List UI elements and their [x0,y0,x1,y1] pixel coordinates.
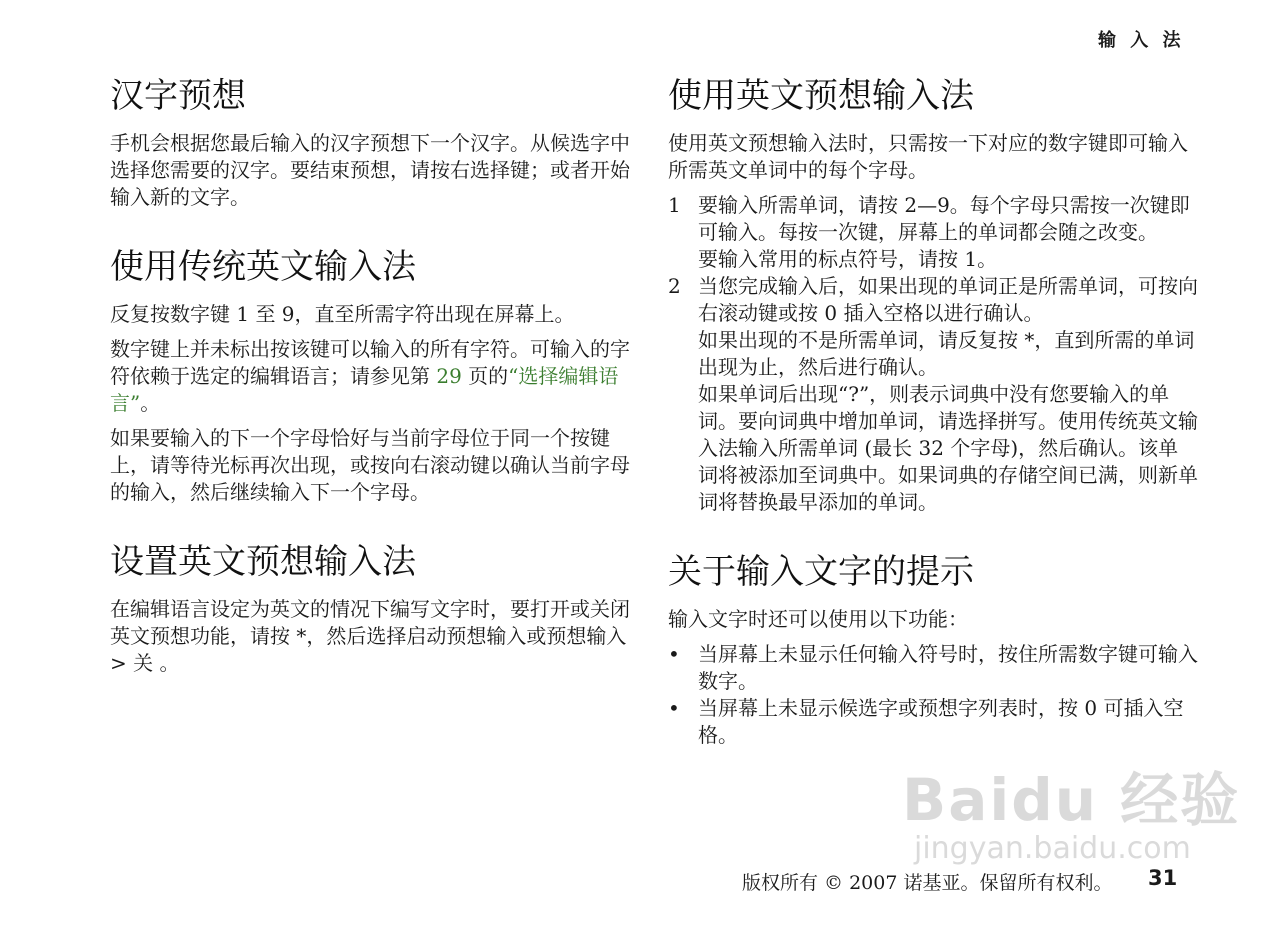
section-title-traditional-english: 使用传统英文输入法 [110,247,416,287]
bullet-icon: • [668,696,680,720]
page-number: 31 [1148,866,1178,890]
paragraph: 反复按数字键 1 至 9，直至所需字符出现在屏幕上。 [110,302,575,326]
bullet-icon: • [668,642,680,666]
item-text: 当您完成输入后，如果出现的单词正是所需单词，可按向右滚动键或按 0 插入空格以进行确认。 [698,274,1198,325]
item-text: 要输入所需单词，请按 2—9。每个字母只需按一次键即可输入。每按一次键，屏幕上的单词都会随之改变。 [698,193,1190,244]
watermark-logo-text: Baidu 经验 [902,766,1241,834]
menu-term-spell: 拼写 [998,409,1038,433]
menu-term-edit-language: 编辑语言 [130,597,210,621]
paragraph: 在编辑语言设定为英文的情况下编写文字时，要打开或关闭英文预想功能，请按 *，然后选择启动预想输入或预想输入 > 关 。 [110,597,630,675]
cross-reference-link[interactable]: “选择编辑语言” [110,364,619,415]
numbered-item [668,273,1198,516]
item-number: 2 [668,274,681,298]
bullet-item [668,695,1198,749]
paragraph: 如果要输入的下一个字母恰好与当前字母位于同一个按键上，请等待光标再次出现，或按向右滚动键以确认当前字母的输入，然后继续输入下一个字母。 [110,426,630,504]
section-title-hanzi-prediction: 汉字预想 [110,76,246,116]
copyright-footer: 版权所有 © 2007 诺基亚。保留所有权利。 [742,872,1113,894]
section-title-input-tips: 关于输入文字的提示 [668,552,974,592]
item-text: 当屏幕上未显示任何输入符号时，按住所需数字键可输入数字。 [698,642,1198,693]
menu-term-edit-language: 编辑语言 [250,364,330,388]
numbered-item [668,192,1198,273]
item-number: 1 [668,193,681,217]
section-title-setup-predictive: 设置英文预想输入法 [110,542,416,582]
paragraph: 数字键上并未标出按该键可以输入的所有字符。可输入的字符依赖于选定的编辑语言；请参见第 29 页的“选择编辑语言”。 [110,337,630,415]
right-column [668,70,1198,749]
item-text: 要输入常用的标点符号，请按 1。 [698,247,998,271]
item-text: 如果出现的不是所需单词，请反复按 *，直到所需的单词出现为止，然后进行确认。 [698,328,1195,379]
paragraph: 使用英文预想输入法时，只需按一下对应的数字键即可输入所需英文单词中的每个字母。 [668,131,1188,182]
watermark-url: jingyan.baidu.com [914,831,1191,866]
item-text: 如果单词后出现“?”，则表示词典中没有您要输入的单词。要向词典中增加单词，请选择拼写。使用传统英文输入法输入所需单词 (最长 32 个字母)，然后确认。该单词将被添加至词典中。如果词典的存储空间已满，则新单词将替换最早添加的单词。 [698,382,1198,514]
running-header: 输 入 法 [1098,30,1185,51]
section-title-predictive-english: 使用英文预想输入法 [668,76,974,116]
bullet-item [668,641,1198,695]
baidu-watermark [902,768,1240,866]
item-text: 当屏幕上未显示候选字或预想字列表时，按 0 可插入空格。 [698,696,1184,747]
page-link[interactable]: 29 [436,364,462,388]
paragraph: 输入文字时还可以使用以下功能： [668,607,968,631]
left-column [110,70,630,677]
menu-term-predictive: 预想输入 [546,624,627,648]
menu-term-enable-predictive: 启动预想输入 [406,624,527,648]
menu-term-off: 关 [133,651,154,675]
paragraph: 手机会根据您最后输入的汉字预想下一个汉字。从候选字中选择您需要的汉字。要结束预想，请按右选择键；或者开始输入新的文字。 [110,131,630,209]
